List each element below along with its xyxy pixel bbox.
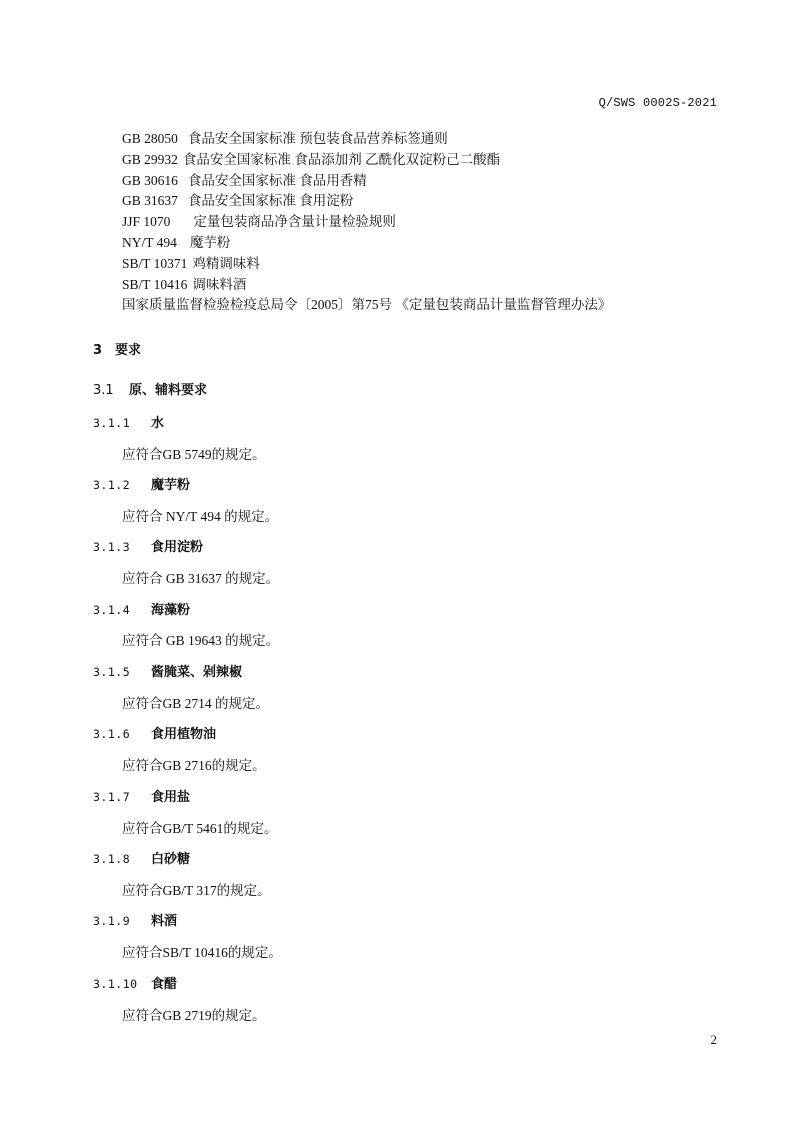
item-text: 应符合 NY/T 494 的规定。 <box>122 509 279 524</box>
item-text: 应符合GB 2714 的规定。 <box>122 696 270 711</box>
item-number: 3.1.9 <box>93 914 131 928</box>
reference-title: 食品安全国家标准 食品添加剂 乙酰化双淀粉己二酸酯 <box>182 151 501 167</box>
subsection-heading <box>93 379 207 398</box>
reference-item <box>122 150 611 171</box>
reference-code: GB 28050 <box>122 131 178 146</box>
item-text: 应符合SB/T 10416的规定。 <box>122 945 282 960</box>
item-title: 酱腌菜、剁辣椒 <box>151 665 243 680</box>
item-number: 3.1.4 <box>93 603 131 617</box>
reference-item <box>122 129 611 150</box>
item-number: 3.1.6 <box>93 727 131 741</box>
item-title: 海藻粉 <box>151 603 191 618</box>
reference-title: 定量包装商品净含量计量检验规则 <box>193 214 396 230</box>
item-number: 3.1.5 <box>93 665 131 679</box>
item-heading <box>93 973 177 992</box>
item-title: 魔芋粉 <box>151 478 191 493</box>
item-heading <box>93 536 203 555</box>
normative-references-list <box>122 129 611 316</box>
reference-item <box>122 295 611 316</box>
subsection-number: 3.1 <box>93 383 114 398</box>
item-text: 应符合GB 5749的规定。 <box>122 447 266 462</box>
item-text: 应符合GB/T 5461的规定。 <box>122 821 278 836</box>
document-code: Q/SWS 0002S-2021 <box>598 96 717 110</box>
item-title: 水 <box>151 416 165 431</box>
page-number: 2 <box>710 1032 717 1047</box>
item-heading <box>93 599 190 618</box>
reference-item <box>122 254 611 275</box>
item-heading <box>93 412 164 431</box>
reference-code: JJF 1070 <box>122 214 171 230</box>
item-text: 应符合GB 2716的规定。 <box>122 758 266 773</box>
item-text: 应符合GB/T 317的规定。 <box>122 883 271 898</box>
reference-code: GB 30616 <box>122 172 178 188</box>
item-text: 应符合GB 2719的规定。 <box>122 1008 266 1023</box>
item-heading <box>93 723 216 742</box>
item-text: 应符合 GB 19643 的规定。 <box>122 633 280 648</box>
item-title: 白砂糖 <box>151 852 191 867</box>
reference-title: 食品安全国家标准 食用淀粉 <box>187 193 354 209</box>
section-title: 要求 <box>115 343 142 358</box>
section-number: 3 <box>93 343 103 358</box>
reference-title: 魔芋粉 <box>189 234 231 250</box>
item-number: 3.1.2 <box>93 478 131 492</box>
item-heading <box>93 848 190 867</box>
reference-item <box>122 275 611 296</box>
section-heading <box>93 339 141 358</box>
reference-item <box>122 191 611 212</box>
reference-title: 调味料酒 <box>192 276 247 292</box>
item-number: 3.1.1 <box>93 416 131 430</box>
item-heading <box>93 661 242 680</box>
reference-code: SB/T 10371 <box>122 255 188 271</box>
item-heading <box>93 474 190 493</box>
item-heading <box>93 786 190 805</box>
item-number: 3.1.10 <box>93 977 138 991</box>
item-title: 料酒 <box>151 914 178 929</box>
reference-title: 国家质量监督检验检疫总局令〔2005〕第75号 《定量包装商品计量监督管理办法》 <box>122 297 612 313</box>
reference-code: GB 31637 <box>122 193 178 209</box>
reference-code: GB 29932 <box>122 151 178 167</box>
item-heading <box>93 910 177 929</box>
reference-title: 食品安全国家标准 食品用香精 <box>187 172 367 188</box>
item-title: 食用植物油 <box>151 727 217 742</box>
item-title: 食用盐 <box>151 790 191 805</box>
reference-title: 鸡精调味料 <box>192 255 260 271</box>
item-text: 应符合 GB 31637 的规定。 <box>122 571 280 586</box>
reference-item <box>122 233 611 254</box>
reference-item <box>122 212 611 233</box>
item-number: 3.1.7 <box>93 790 131 804</box>
item-title: 食用淀粉 <box>151 540 204 555</box>
item-number: 3.1.8 <box>93 852 131 866</box>
reference-item <box>122 171 611 192</box>
reference-code: SB/T 10416 <box>122 276 188 292</box>
item-number: 3.1.3 <box>93 540 131 554</box>
reference-title: 食品安全国家标准 预包装食品营养标签通则 <box>187 131 448 146</box>
reference-code: NY/T 494 <box>122 234 177 250</box>
subsection-title: 原、辅料要求 <box>129 383 208 398</box>
item-title: 食醋 <box>151 977 178 992</box>
